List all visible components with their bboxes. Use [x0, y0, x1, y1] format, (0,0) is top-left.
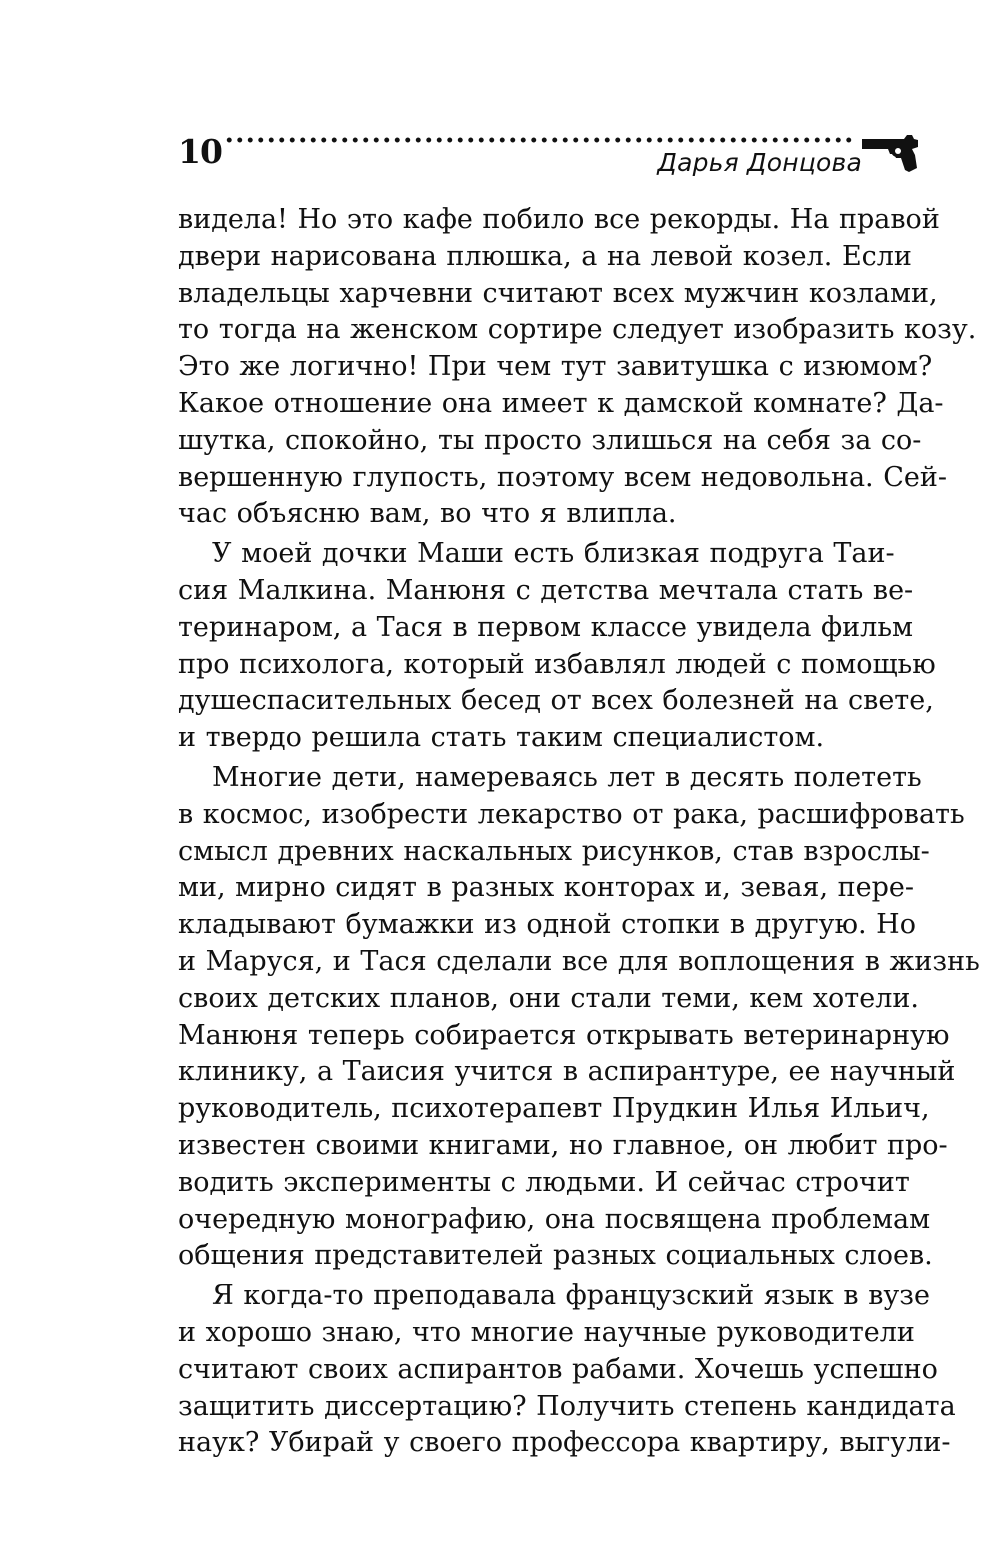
text-line: водить эксперименты с людьми. И сейчас строчит — [178, 1166, 910, 1198]
text-line: Это же логично! При чем тут завитушка с изюмом? — [178, 351, 933, 383]
text-line: наук? Убирай у своего профессора квартиру, выгули- — [178, 1427, 951, 1459]
text-line: своих детских планов, они стали теми, кем хотели. — [178, 982, 919, 1014]
text-line: У моей дочки Маши есть близкая подруга Таи- — [212, 538, 895, 570]
paragraph — [178, 536, 936, 757]
text-line: известен своими книгами, но главное, он любит про- — [178, 1129, 948, 1161]
text-line: кладывают бумажки из одной стопки в другую. Но — [178, 909, 916, 941]
text-line: двери нарисована плюшка, а на левой козел. Если — [178, 240, 912, 272]
text-line: и Маруся, и Тася сделали все для воплощения в жизнь — [178, 945, 980, 977]
text-line: сия Малкина. Манюня с детства мечтала стать ве- — [178, 574, 914, 606]
text-line: шутка, спокойно, ты просто злишься на себя за со- — [178, 424, 922, 456]
text-line: руководитель, психотерапевт Прудкин Илья Ильич, — [178, 1093, 930, 1125]
author-name: Дарья Донцова — [657, 148, 862, 177]
text-line: душеспасительных бесед от всех болезней на свете, — [178, 685, 934, 717]
text-line: владельцы харчевни считают всех мужчин козлами, — [178, 277, 938, 309]
text-line: смысл древних наскальных рисунков, став взрослы- — [178, 835, 930, 867]
text-line: защитить диссертацию? Получить степень кандидата — [178, 1390, 956, 1422]
text-line: в космос, изобрести лекарство от рака, расшифровать — [178, 798, 965, 830]
text-line: очередную монографию, она посвящена проблемам — [178, 1203, 931, 1235]
text-line: час объясню вам, во что я влипла. — [178, 498, 677, 530]
header-dotted-rule — [224, 136, 854, 144]
pistol-icon — [860, 130, 920, 174]
text-line: Я когда-то преподавала французский язык в вузе — [212, 1280, 930, 1312]
text-line: вершенную глупость, поэтому всем недовольна. Сей- — [178, 461, 947, 493]
page-number: 10 — [178, 132, 222, 171]
text-line: теринаром, а Тася в первом классе увидела фильм — [178, 611, 914, 643]
body-text — [178, 202, 980, 1462]
text-line: Манюня теперь собирается открывать ветеринарную — [178, 1019, 950, 1051]
text-line: видела! Но это кафе побило все рекорды. На правой — [178, 204, 940, 235]
text-line: и твердо решила стать таким специалистом. — [178, 722, 825, 754]
running-header — [178, 128, 920, 192]
paragraph — [178, 760, 980, 1275]
paragraph — [178, 202, 977, 533]
text-line: про психолога, который избавлял людей с помощью — [178, 648, 936, 680]
text-line: общения представителей разных социальных слоев. — [178, 1240, 933, 1272]
text-line: ми, мирно сидят в разных конторах и, зевая, пере- — [178, 872, 914, 904]
text-line: и хорошо знаю, что многие научные руководители — [178, 1316, 915, 1348]
text-line: Какое отношение она имеет к дамской комнате? Да- — [178, 387, 944, 419]
paragraph — [178, 1278, 956, 1462]
text-line: Многие дети, намереваясь лет в десять полететь — [212, 761, 922, 793]
text-line: считают своих аспирантов рабами. Хочешь успешно — [178, 1353, 938, 1385]
text-line: то тогда на женском сортире следует изобразить козу. — [178, 314, 977, 346]
text-line: клинику, а Таисия учится в аспирантуре, ее научный — [178, 1056, 956, 1088]
